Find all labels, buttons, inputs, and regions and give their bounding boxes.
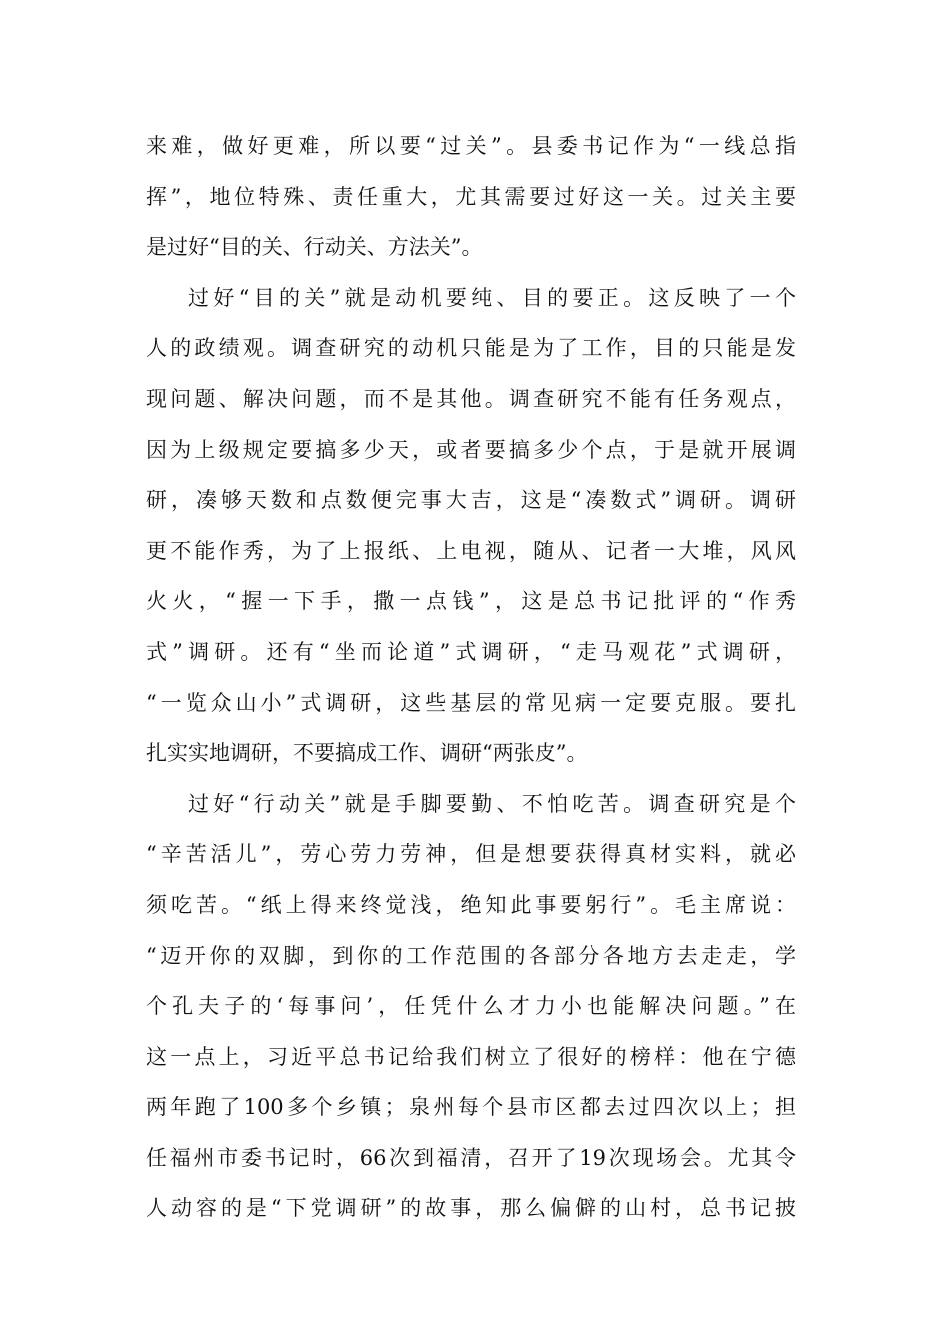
text-line: 是过好“目的关、行动关、方法关”。 — [146, 235, 483, 260]
text-line: “辛苦活儿”，劳心劳力劳神，但是想要获得真材实料，就必 — [146, 842, 796, 867]
text-line: 更不能作秀，为了上报纸、上电视，随从、记者一大堆，风风 — [146, 538, 796, 563]
paragraph-first-line: 过好“行动关”就是手脚要勤、不怕吃苦。调查研究是个 — [188, 791, 796, 816]
text-line: 扎实实地调研，不要搞成工作、调研“两张皮”。 — [146, 741, 588, 766]
text-line: 人的政绩观。调查研究的动机只能是为了工作，目的只能是发 — [146, 336, 796, 361]
text-line: 火火，“握一下手，撒一点钱”，这是总书记批评的“作秀 — [146, 589, 796, 614]
text-line: 须吃苦。“纸上得来终觉浅，绝知此事要躬行”。毛主席说： — [146, 892, 796, 917]
text-line: 式”调研。还有“坐而论道”式调研，“走马观花”式调研， — [146, 639, 796, 664]
text-line: 现问题、解决问题，而不是其他。调查研究不能有任务观点， — [146, 386, 796, 411]
text-line: 任福州市委书记时，66次到福清，召开了19次现场会。尤其令 — [146, 1145, 796, 1170]
body-text — [146, 121, 796, 1234]
text-line: 来难，做好更难，所以要“过关”。县委书记作为“一线总指 — [146, 134, 796, 158]
text-line: 两年跑了100多个乡镇；泉州每个县市区都去过四次以上；担 — [146, 1095, 796, 1120]
text-line: “迈开你的双脚，到你的工作范围的各部分各地方去走走，学 — [146, 943, 796, 968]
text-line: 因为上级规定要搞多少天，或者要搞多少个点，于是就开展调 — [146, 437, 796, 462]
text-line: 研，凑够天数和点数便完事大吉，这是“凑数式”调研。调研 — [146, 488, 796, 513]
text-line: 个孔夫子的‘每事问’，任凭什么才力小也能解决问题。”在 — [146, 994, 796, 1019]
text-line: 这一点上，习近平总书记给我们树立了很好的榜样：他在宁德 — [146, 1044, 796, 1069]
text-line: 挥”，地位特殊、责任重大，尤其需要过好这一关。过关主要 — [146, 184, 796, 209]
text-line: 人动容的是“下党调研”的故事，那么偏僻的山村，总书记披 — [146, 1196, 796, 1221]
text-line: “一览众山小”式调研，这些基层的常见病一定要克服。要扎 — [146, 690, 796, 715]
paragraph-first-line: 过好“目的关”就是动机要纯、目的要正。这反映了一个 — [188, 285, 796, 310]
